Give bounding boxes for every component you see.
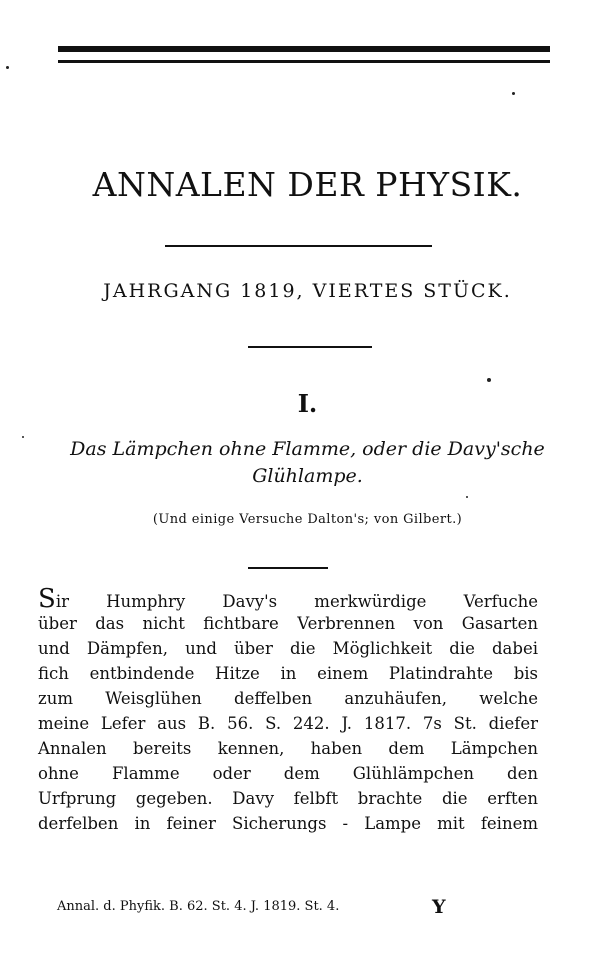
scan-speck [466, 496, 468, 498]
article-subtitle: (Und einige Versuche Dalton's; von Gilbert.) [152, 512, 463, 527]
divider-rule [248, 346, 372, 348]
article-number: I. [297, 389, 318, 418]
scan-speck [22, 436, 24, 438]
body-line: fich entbindende Hitze in einem Platindrahte bis [38, 664, 538, 683]
body-line: meine Lefer aus B. 56. S. 242. J. 1817. 7s St. diefer [38, 714, 538, 733]
article-title: Das Lämpchen ohne Flamme, oder die Davy'sche Glühlampe. [70, 438, 545, 487]
divider-rule [248, 567, 328, 569]
top-double-rule-thick [58, 46, 550, 52]
body-line: Urfprung gegeben. Davy felbft brachte die erften [38, 789, 538, 808]
body-text [38, 586, 538, 836]
divider-rule [165, 245, 432, 247]
body-line: Annalen bereits kennen, haben dem Lämpchen [38, 739, 538, 758]
signature-mark: Y [432, 896, 446, 918]
body-line: derfelben in feiner Sicherungs - Lampe mit feinem [38, 814, 538, 833]
initial-letter: S [38, 584, 56, 614]
body-line: zum Weisglühen deffelben anzuhäufen, welche [38, 689, 538, 708]
scan-speck [6, 66, 9, 69]
scan-speck [512, 92, 515, 95]
body-line: Sir Humphry Davy's merkwürdige Verfuche [38, 584, 538, 614]
journal-title: ANNALEN DER PHYSIK. [92, 165, 523, 204]
body-line: über das nicht fichtbare Verbrennen von Gasarten [38, 614, 538, 633]
issue-line: JAHRGANG 1819, VIERTES STÜCK. [103, 280, 512, 302]
footer-signature: Annal. d. Phyfik. B. 62. St. 4. J. 1819. St. 4. [57, 899, 340, 914]
body-line: ohne Flamme oder dem Glühlämpchen den [38, 764, 538, 783]
body-line: und Dämpfen, und über die Möglichkeit die dabei [38, 639, 538, 658]
scan-speck [487, 378, 491, 382]
top-double-rule-thin [58, 60, 550, 63]
